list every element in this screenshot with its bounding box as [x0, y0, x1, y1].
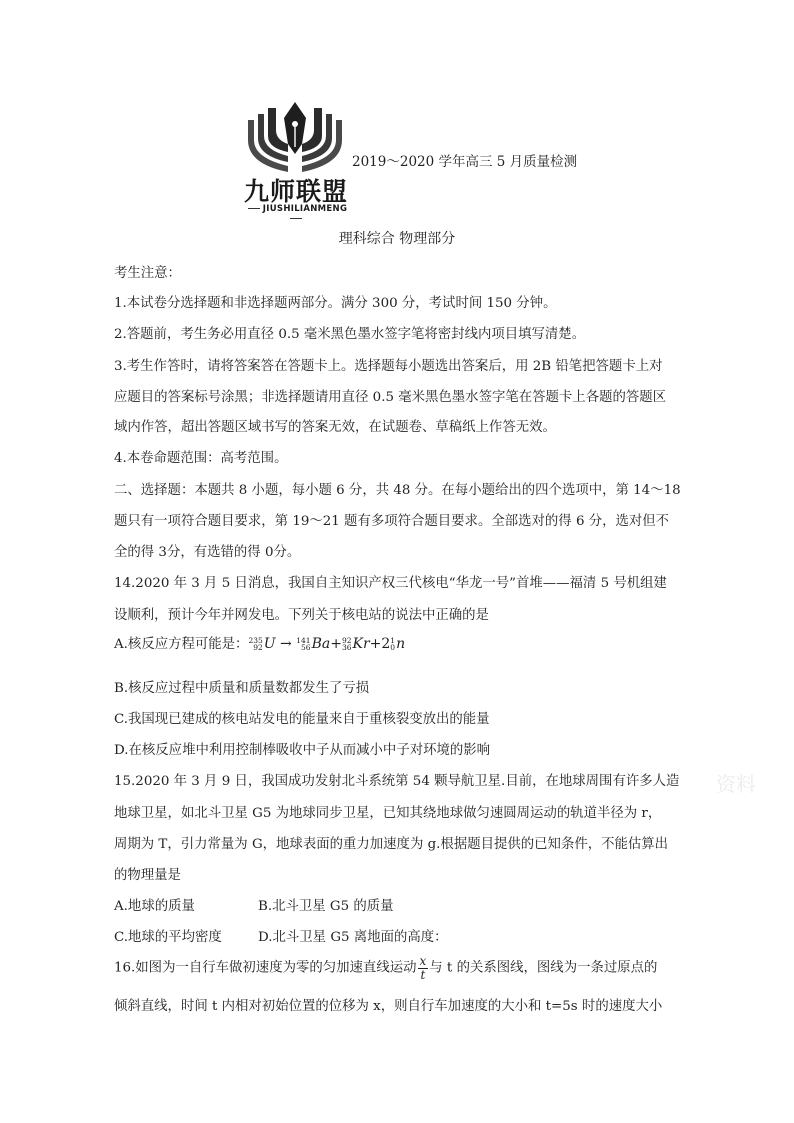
subject-title: 理科综合 物理部分: [338, 231, 456, 247]
x-over-t-fraction: $\frac{x}{t}$: [419, 954, 427, 982]
q14-option-c: C.我国现已建成的核电站发电的能量来自于重核裂变放出的能量: [114, 712, 490, 727]
q15-option-c: C.地球的平均密度: [114, 930, 222, 945]
notice-item-4: 4.本卷命题范围：高考范围。: [114, 451, 288, 466]
section2-instruction-line-1: 二、选择题：本题共 8 小题，每小题 6 分，共 48 分。在每小题给出的四个选项中，第 14～18: [114, 483, 681, 498]
q16-stem-line-1-a: 16.如图为一自行车做初速度为零的匀加速直线运动: [114, 960, 417, 976]
q14-stem-line-2: 设顺利，预计今年并网发电。下列关于核电站的说法中正确的是: [114, 608, 489, 623]
q16-stem-line-2: 倾斜直线，时间 t 内相对初始位置的位移为 x，则自行车加速度的大小和 t=5s 时的速度大小: [114, 999, 663, 1014]
section2-instruction-line-3: 全的得 3分，有选错的得 0分。: [114, 545, 301, 560]
notice-item-3-line-3: 域内作答，超出答题区域书写的答案无效，在试题卷、草稿纸上作答无效。: [114, 420, 556, 435]
q14-stem-line-1: 14.2020 年 3 月 5 日消息，我国自主知识产权三代核电“华龙一号”首堆——福清 5 号机组建: [114, 576, 667, 591]
q14-option-b: B.核反应过程中质量和质量数都发生了亏损: [114, 681, 370, 696]
section2-instruction-line-2: 题只有一项符合题目要求，第 19～21 题有多项符合题目要求。全部选对的得 6 分，选对但不: [114, 514, 670, 529]
logo-divider-left: [248, 208, 260, 209]
logo-title-en: [236, 204, 356, 224]
q14-option-a-label: A.核反应方程可能是：: [114, 637, 249, 652]
q15-stem-line-2: 地球卫星，如北斗卫星 G5 为地球同步卫星，已知其绕地球做匀速圆周运动的轨道半径为 r，: [114, 806, 662, 821]
watermark: 资料: [716, 772, 756, 796]
logo-title-cn: 九师联盟: [243, 177, 348, 206]
nuclear-equation: 235 92 U → 141 56 Ba+ 92 36 Kr+2 1 0 n: [248, 635, 406, 652]
notice-item-2: 2.答题前，考生务必用直径 0.5 毫米黑色墨水签字笔将密封线内项目填写清楚。: [114, 327, 586, 342]
q16-stem-line-1-b: 与 t 的关系图线，图线为一条过原点的: [429, 960, 658, 976]
notice-item-3-line-1: 3.考生作答时，请将答案答在答题卡上。选择题每小题选出答案后，用 2B 铅笔把答题卡上对: [114, 359, 663, 374]
q15-stem-line-3: 周期为 T，引力常量为 G，地球表面的重力加速度为 g.根据题目提供的已知条件，不能估算出: [114, 837, 669, 852]
logo-title-en-text: JIUSHILIANMENG: [262, 204, 348, 214]
q16-stem-line-1: [114, 955, 657, 981]
notice-item-1: 1.本试卷分选择题和非选择题两部分。满分 300 分，考试时间 150 分钟。: [114, 296, 557, 311]
logo-divider-right: [290, 218, 302, 219]
q14-option-a: [114, 633, 405, 652]
q15-option-b: B.北斗卫星 G5 的质量: [258, 899, 394, 914]
q15-stem-line-1: 15.2020 年 3 月 9 日，我国成功发射北斗系统第 54 颗导航卫星.目前，在地球周围有许多人造: [114, 774, 680, 789]
q14-option-d: D.在核反应堆中利用控制棒吸收中子从而减小中子对环境的影响: [114, 743, 491, 758]
exam-title: 2019～2020 学年高三 5 月质量检测: [352, 154, 578, 170]
notice-heading: 考生注意：: [114, 266, 181, 281]
notice-item-3-line-2: 应题目的答案标号涂黑；非选择题请用直径 0.5 毫米黑色墨水签字笔在答题卡上各题的答题区: [114, 390, 667, 405]
q15-stem-line-4: 的物理量是: [114, 868, 181, 883]
q15-option-a: A.地球的质量: [114, 899, 195, 914]
q15-option-d: D.北斗卫星 G5 离地面的高度：: [258, 930, 448, 945]
